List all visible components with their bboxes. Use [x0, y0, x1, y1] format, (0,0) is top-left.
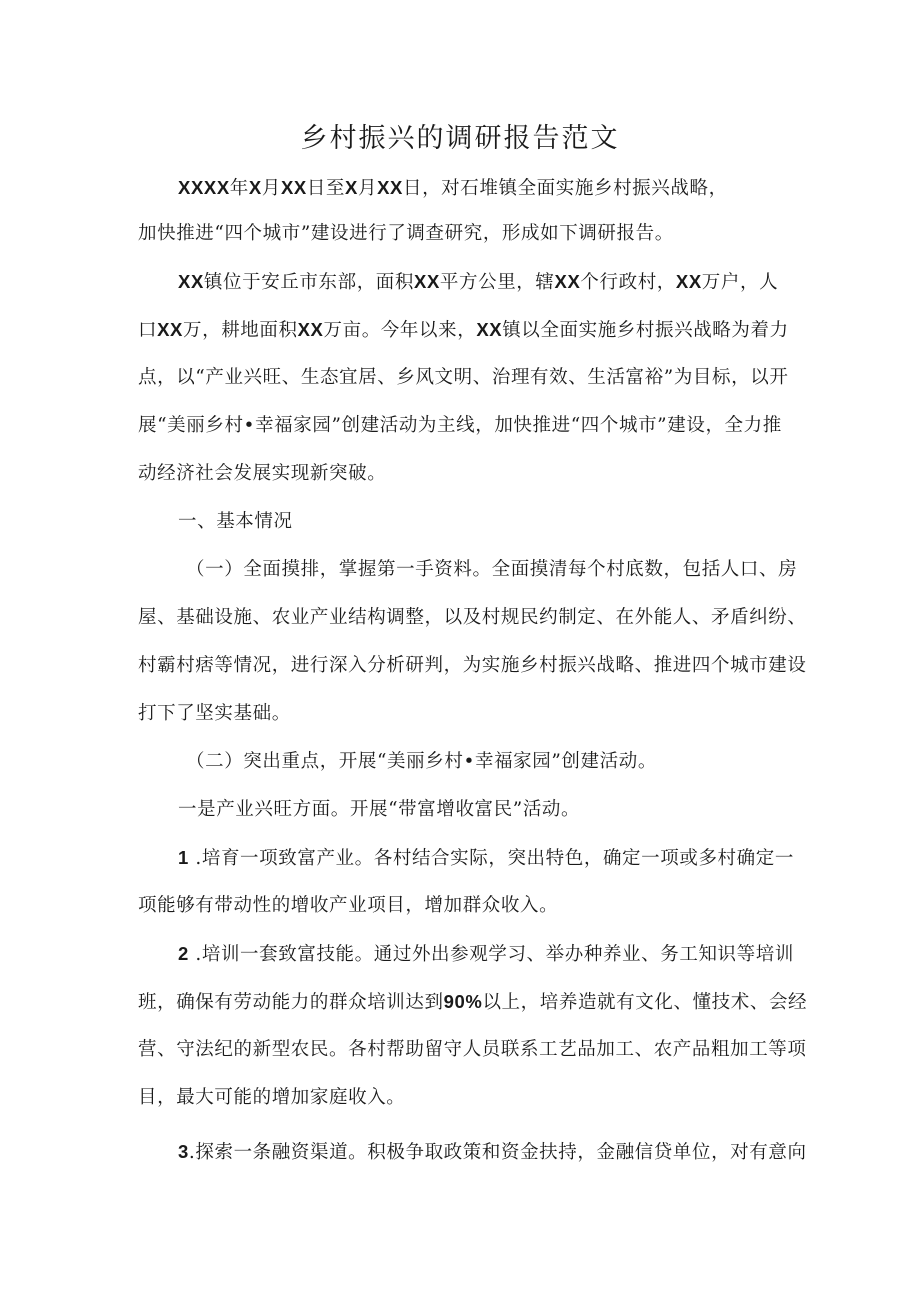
- body-text-line: （二）突出重点，开展“美丽乡村•幸福家园”创建活动。: [186, 751, 657, 772]
- body-text-line: 打下了坚实基础。: [138, 703, 291, 724]
- body-text-line: 2 .培训一套致富技能。通过外出参观学习、举办种养业、务工知识等培训: [178, 943, 794, 965]
- body-text-line: 1 .培育一项致富产业。各村结合实际，突出特色，确定一项或多村确定一: [178, 847, 794, 869]
- body-text-line: 屋、基础设施、农业产业结构调整，以及村规民约制定、在外能人、矛盾纠纷、: [138, 607, 807, 628]
- body-text-line: 营、守法纪的新型农民。各村帮助留守人员联系工艺品加工、农产品粗加工等项: [138, 1039, 807, 1060]
- body-text-line: 加快推进“四个城市”建设进行了调查研究，形成如下调研报告。: [138, 223, 674, 244]
- body-text-line: 3.探索一条融资渠道。积极争取政策和资金扶持，金融信贷单位，对有意向: [178, 1141, 807, 1163]
- body-text-line: 目，最大可能的增加家庭收入。: [138, 1087, 406, 1108]
- body-text-line: 口XX万，耕地面积XX万亩。今年以来，XX镇以全面实施乡村振兴战略为着力: [138, 319, 789, 341]
- body-text-line: 一、基本情况: [178, 511, 293, 532]
- document-title: 乡村振兴的调研报告范文: [300, 123, 620, 154]
- body-text-line: 点，以“产业兴旺、生态宜居、乡风文明、治理有效、生活富裕”为目标，以开: [138, 367, 789, 388]
- body-text-line: 村霸村痞等情况，进行深入分析研判，为实施乡村振兴战略、推进四个城市建设: [138, 655, 807, 676]
- body-text-line: XX镇位于安丘市东部，面积XX平方公里，辖XX个行政村，XX万户，人: [178, 271, 779, 293]
- body-text-line: 展“美丽乡村•幸福家园”创建活动为主线，加快推进“四个城市”建设，全力推: [138, 415, 782, 436]
- body-text-line: XXXX年X月XX日至X月XX日，对石堆镇全面实施乡村振兴战略，: [178, 177, 728, 199]
- body-text-line: （一）全面摸排，掌握第一手资料。全面摸清每个村底数，包括人口、房: [186, 559, 798, 580]
- body-text-line: 一是产业兴旺方面。开展“带富增收富民”活动。: [178, 799, 581, 820]
- body-text-line: 动经济社会发展实现新突破。: [138, 463, 387, 484]
- body-text-line: 班，确保有劳动能力的群众培训达到90%以上，培养造就有文化、懂技术、会经: [138, 991, 808, 1013]
- body-text-line: 项能够有带动性的增收产业项目，增加群众收入。: [138, 895, 559, 916]
